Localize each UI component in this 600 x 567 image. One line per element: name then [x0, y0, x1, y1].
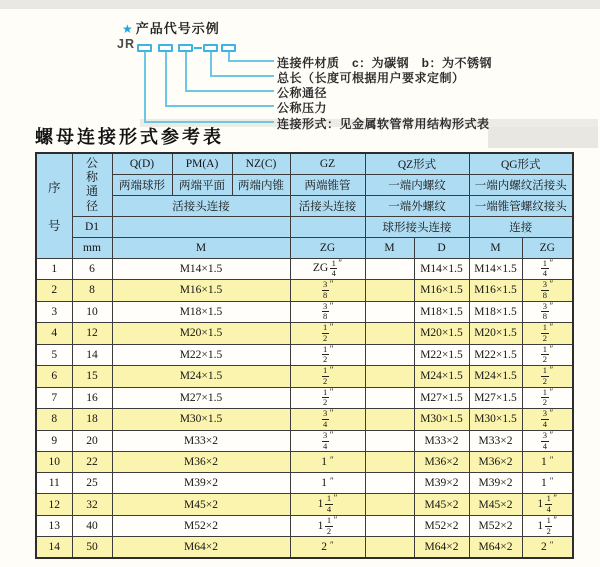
dn-cell: 18	[72, 409, 112, 431]
table-row	[36, 366, 573, 388]
m-thread-cell: M20×1.5	[112, 323, 290, 345]
dn-cell: 12	[72, 323, 112, 345]
table-row	[36, 387, 573, 409]
table-row	[36, 258, 573, 280]
dn-cell: 20	[72, 430, 112, 452]
diagram-label-diameter: 公称通径	[277, 86, 328, 100]
qz-d-cell: M16×1.5	[414, 280, 469, 302]
dn-cell: 50	[72, 537, 112, 558]
qg-zg-cell: 1 $\frac{1}{4}$ ″	[522, 494, 573, 516]
table-row	[36, 515, 573, 537]
diagram-label-length: 总长（长度可根据用户要求定制）	[277, 71, 465, 85]
header-row-2	[36, 174, 573, 195]
header-unit-m2: M	[365, 237, 414, 258]
qg-m-cell: M27×1.5	[469, 387, 522, 409]
dn-cell: 6	[72, 258, 112, 280]
leader-line-v-5	[228, 52, 230, 60]
qg-m-cell: M64×2	[469, 537, 522, 558]
header-conn2-qz: 球形接头连接	[365, 216, 469, 237]
gz-size-cell: 1 ″	[290, 473, 365, 494]
qg-zg-cell: $\frac{1}{4}$ ″	[522, 258, 573, 280]
qg-m-cell: M52×2	[469, 515, 522, 537]
qg-zg-cell: $\frac{3}{4}$ ″	[522, 409, 573, 431]
header-seq: 序 号	[36, 153, 72, 258]
qz-m-cell	[365, 452, 414, 473]
qg-m-cell: M24×1.5	[469, 366, 522, 388]
header-ends-gz: 两端锥管	[290, 174, 365, 195]
header-dn: 公 称 通 径	[72, 153, 112, 216]
gz-size-cell: $\frac{1}{2}$ ″	[290, 387, 365, 409]
qg-m-cell: M33×2	[469, 430, 522, 452]
dn-cell: 8	[72, 280, 112, 302]
qg-zg-cell: $\frac{1}{2}$ ″	[522, 323, 573, 345]
header-conn2-qg: 连接	[469, 216, 573, 237]
diagram-label-material: 连接件材质 c：为碳钢 b：为不锈钢	[277, 56, 493, 70]
header-empty-cell-2	[290, 216, 365, 237]
qg-m-cell: M20×1.5	[469, 323, 522, 345]
code-box-3	[178, 44, 193, 52]
dn-cell: 22	[72, 452, 112, 473]
table-row	[36, 323, 573, 345]
header-conn-qz: 一端外螺纹	[365, 195, 469, 216]
header-d1: D1	[72, 216, 112, 237]
seq-cell: 11	[36, 473, 72, 494]
qg-zg-cell: $\frac{1}{2}$ ″	[522, 366, 573, 388]
qz-m-cell	[365, 366, 414, 388]
seq-cell: 1	[36, 258, 72, 280]
code-dash	[194, 47, 202, 49]
table-row	[36, 301, 573, 323]
m-thread-cell: M24×1.5	[112, 366, 290, 388]
table-row	[36, 494, 573, 516]
diagram-label-connection: 连接形式：见金属软管常用结构形式表	[277, 117, 490, 131]
seq-cell: 2	[36, 280, 72, 302]
qg-zg-cell: $\frac{3}{4}$ ″	[522, 430, 573, 452]
code-box-2	[158, 44, 173, 52]
header-unit-zg1: ZG	[290, 237, 365, 258]
qg-m-cell: M45×2	[469, 494, 522, 516]
diagram-title-text: 产品代号示例	[135, 21, 220, 36]
m-thread-cell: M30×1.5	[112, 409, 290, 431]
leader-line-h-2	[165, 105, 274, 107]
dn-cell: 16	[72, 387, 112, 409]
m-thread-cell: M64×2	[112, 537, 290, 558]
dn-cell: 40	[72, 515, 112, 537]
diagram-label-pressure: 公称压力	[277, 101, 328, 115]
qz-m-cell	[365, 344, 414, 366]
code-box-5	[221, 44, 236, 52]
header-conn-union: 活接头连接	[112, 195, 290, 216]
leader-line-v-4	[210, 52, 212, 75]
table-row	[36, 280, 573, 302]
dn-cell: 14	[72, 344, 112, 366]
dn-cell: 15	[72, 366, 112, 388]
gz-size-cell: $\frac{1}{2}$ ″	[290, 323, 365, 345]
qz-d-cell: M39×2	[414, 473, 469, 494]
leader-line-v-2	[165, 52, 167, 105]
header-unit-m1: M	[112, 237, 290, 258]
leader-line-h-5	[228, 60, 274, 62]
header-conn-gz: 活接头连接	[290, 195, 365, 216]
m-thread-cell: M18×1.5	[112, 301, 290, 323]
m-thread-cell: M16×1.5	[112, 280, 290, 302]
gz-size-cell: $\frac{3}{4}$ ″	[290, 409, 365, 431]
dn-cell: 10	[72, 301, 112, 323]
table-row	[36, 473, 573, 494]
leader-line-h-4	[210, 75, 274, 77]
gz-size-cell: 1 $\frac{1}{4}$ ″	[290, 494, 365, 516]
header-ends-qz: 一端内螺纹	[365, 174, 469, 195]
m-thread-cell: M27×1.5	[112, 387, 290, 409]
qz-m-cell	[365, 515, 414, 537]
qz-d-cell: M27×1.5	[414, 387, 469, 409]
seq-cell: 10	[36, 452, 72, 473]
table-row	[36, 344, 573, 366]
code-prefix: JR	[117, 37, 135, 51]
qz-d-cell: M24×1.5	[414, 366, 469, 388]
qz-m-cell	[365, 258, 414, 280]
table-row	[36, 537, 573, 558]
qg-m-cell: M39×2	[469, 473, 522, 494]
diagram-title	[122, 18, 220, 37]
header-unit-m3: M	[469, 237, 522, 258]
qg-m-cell: M36×2	[469, 452, 522, 473]
qg-zg-cell: 1 ″	[522, 452, 573, 473]
seq-cell: 14	[36, 537, 72, 558]
seq-cell: 6	[36, 366, 72, 388]
qz-d-cell: M33×2	[414, 430, 469, 452]
qz-d-cell: M64×2	[414, 537, 469, 558]
gz-size-cell: ZG $\frac{1}{4}$ ″	[290, 258, 365, 280]
qg-zg-cell: $\frac{3}{8}$ ″	[522, 280, 573, 302]
leader-line-v-1	[144, 52, 146, 121]
header-ends-qd: 两端球形	[112, 174, 172, 195]
header-group-gz: GZ	[290, 153, 365, 174]
qz-d-cell: M20×1.5	[414, 323, 469, 345]
qg-m-cell: M16×1.5	[469, 280, 522, 302]
qg-m-cell: M30×1.5	[469, 409, 522, 431]
qz-d-cell: M14×1.5	[414, 258, 469, 280]
seq-cell: 8	[36, 409, 72, 431]
m-thread-cell: M36×2	[112, 452, 290, 473]
qz-m-cell	[365, 301, 414, 323]
qz-m-cell	[365, 537, 414, 558]
m-thread-cell: M45×2	[112, 494, 290, 516]
gz-size-cell: $\frac{3}{8}$ ″	[290, 301, 365, 323]
nut-connection-reference-table	[35, 152, 574, 559]
header-ends-qg: 一端内螺纹活接头	[469, 174, 573, 195]
header-group-qd: Q(D)	[112, 153, 172, 174]
code-box-4	[203, 44, 218, 52]
table-row	[36, 409, 573, 431]
qg-zg-cell: 2 ″	[522, 537, 573, 558]
seq-cell: 5	[36, 344, 72, 366]
gz-size-cell: 1 ″	[290, 452, 365, 473]
leader-line-h-3	[185, 90, 274, 92]
qz-m-cell	[365, 473, 414, 494]
header-unit-zg2: ZG	[522, 237, 573, 258]
dn-cell: 25	[72, 473, 112, 494]
gz-size-cell: 1 $\frac{1}{2}$ ″	[290, 515, 365, 537]
gz-size-cell: 2 ″	[290, 537, 365, 558]
qz-m-cell	[365, 409, 414, 431]
header-empty-cell-1	[112, 216, 290, 237]
code-box-1	[137, 44, 152, 52]
seq-cell: 4	[36, 323, 72, 345]
seq-cell: 3	[36, 301, 72, 323]
header-unit-d: D	[414, 237, 469, 258]
header-group-nzc: NZ(C)	[232, 153, 290, 174]
qz-d-cell: M18×1.5	[414, 301, 469, 323]
seq-cell: 7	[36, 387, 72, 409]
qz-d-cell: M22×1.5	[414, 344, 469, 366]
m-thread-cell: M22×1.5	[112, 344, 290, 366]
qz-m-cell	[365, 387, 414, 409]
m-thread-cell: M39×2	[112, 473, 290, 494]
header-conn-qg: 一端锥管螺纹接头	[469, 195, 573, 216]
qz-d-cell: M45×2	[414, 494, 469, 516]
qg-zg-cell: $\frac{1}{2}$ ″	[522, 344, 573, 366]
table-row	[36, 430, 573, 452]
header-ends-pma: 两端平面	[172, 174, 232, 195]
table-row	[36, 452, 573, 473]
seq-cell: 9	[36, 430, 72, 452]
m-thread-cell: M33×2	[112, 430, 290, 452]
header-mm: mm	[72, 237, 112, 258]
qg-zg-cell: 1 ″	[522, 473, 573, 494]
gz-size-cell: $\frac{1}{2}$ ″	[290, 344, 365, 366]
m-thread-cell: M14×1.5	[112, 258, 290, 280]
header-row-4	[36, 216, 573, 237]
leader-line-v-3	[185, 52, 187, 90]
header-row-3	[36, 195, 573, 216]
dn-cell: 32	[72, 494, 112, 516]
star-icon: ★	[122, 22, 134, 36]
seq-cell: 13	[36, 515, 72, 537]
header-group-qz: QZ形式	[365, 153, 469, 174]
qz-m-cell	[365, 494, 414, 516]
seq-cell: 12	[36, 494, 72, 516]
m-thread-cell: M52×2	[112, 515, 290, 537]
qz-m-cell	[365, 280, 414, 302]
table-title: 螺母连接形式参考表	[35, 127, 224, 147]
gz-size-cell: $\frac{3}{8}$ ″	[290, 280, 365, 302]
header-row-1	[36, 153, 573, 174]
reference-table-wrap	[35, 152, 574, 559]
qg-m-cell: M14×1.5	[469, 258, 522, 280]
qg-zg-cell: 1 $\frac{1}{2}$ ″	[522, 515, 573, 537]
qg-zg-cell: $\frac{1}{2}$ ″	[522, 387, 573, 409]
qz-d-cell: M36×2	[414, 452, 469, 473]
gz-size-cell: $\frac{1}{2}$ ″	[290, 366, 365, 388]
header-ends-nzc: 两端内锥	[232, 174, 290, 195]
qz-m-cell	[365, 430, 414, 452]
qg-m-cell: M18×1.5	[469, 301, 522, 323]
header-group-pma: PM(A)	[172, 153, 232, 174]
qz-m-cell	[365, 323, 414, 345]
qz-d-cell: M52×2	[414, 515, 469, 537]
gz-size-cell: $\frac{3}{4}$ ″	[290, 430, 365, 452]
header-row-5	[36, 237, 573, 258]
qg-zg-cell: $\frac{3}{8}$ ″	[522, 301, 573, 323]
qz-d-cell: M30×1.5	[414, 409, 469, 431]
qg-m-cell: M22×1.5	[469, 344, 522, 366]
header-group-qg: QG形式	[469, 153, 573, 174]
